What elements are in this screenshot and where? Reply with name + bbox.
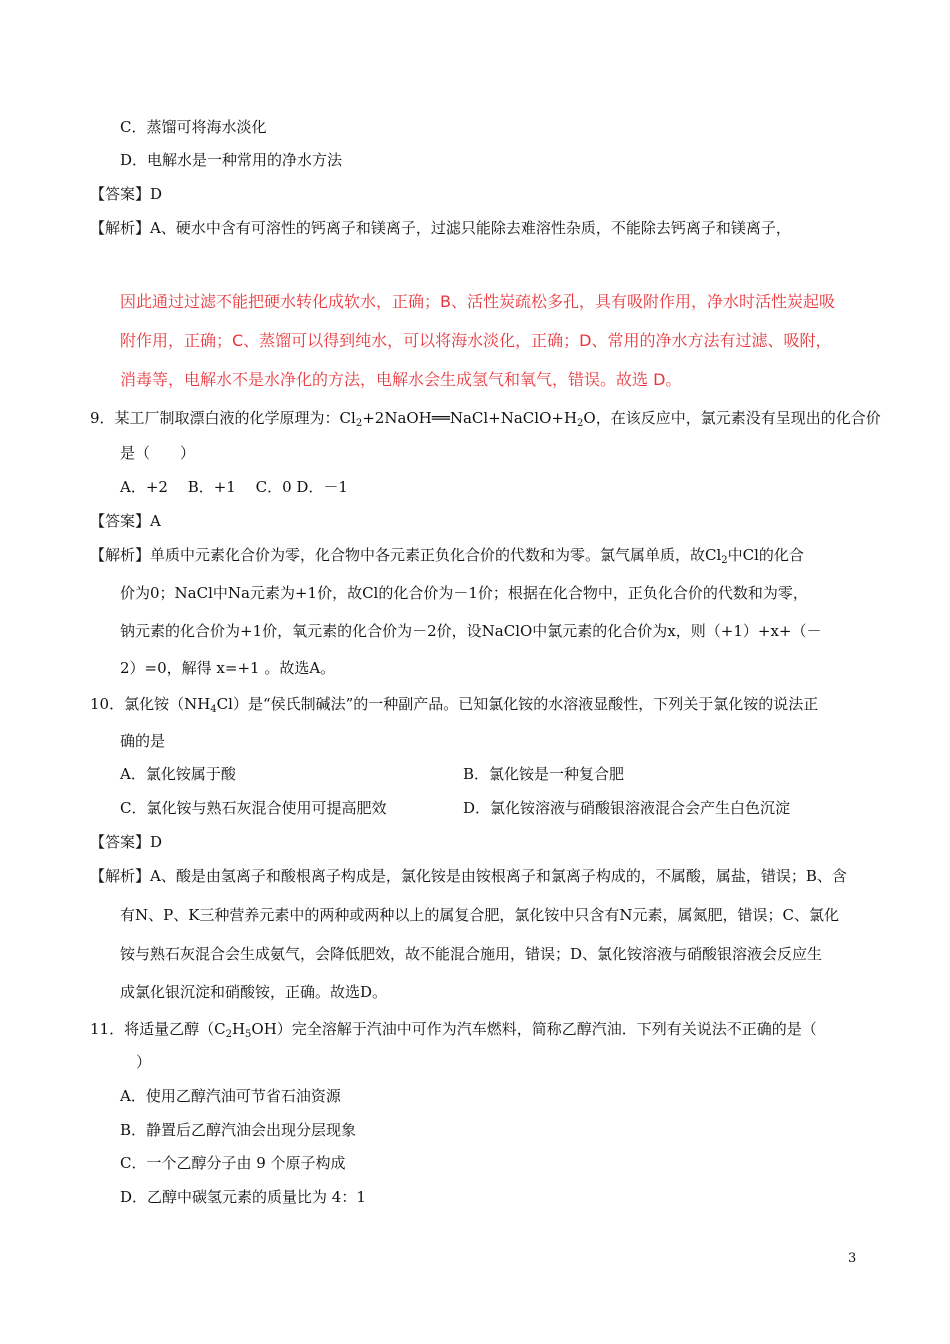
q10-analysis-line-3: 铵与熟石灰混合会生成氨气，会降低肥效，故不能混合施用，错误；D、氯化铵溶液与硝酸银溶液会反应生 (120, 945, 823, 963)
q8-answer: 【答案】D (90, 185, 163, 203)
q8-analysis-red-line-2: 附作用，正确；C、蒸馏可以得到纯水，可以将海水淡化，正确；D、常用的净水方法有过滤、吸附， (120, 331, 832, 350)
q9-analysis-line-4: 2）=0，解得 x=+1 。故选A。 (120, 659, 336, 677)
q10-analysis-line-2: 有N、P、K三种营养元素中的两种或两种以上的属复合肥，氯化铵中只含有N元素，属氮肥，错误；C、氯化 (120, 906, 840, 924)
q9-answer: 【答案】A (90, 512, 161, 530)
q11-stem-line-2: ） (136, 1053, 152, 1071)
q10-option-d: D．氯化铵溶液与硝酸银溶液混合会产生白色沉淀 (463, 799, 791, 817)
q10-option-c: C．氯化铵与熟石灰混合使用可提高肥效 (120, 799, 387, 817)
q10-analysis-line-4: 成氯化银沉淀和硝酸铵，正确。故选D。 (120, 983, 388, 1001)
q8-option-d: D．电解水是一种常用的净水方法 (120, 151, 343, 169)
q9-stem-line-2: 是（ ） (120, 444, 196, 462)
q9-stem-line-1: 9．某工厂制取漂白液的化学原理为：$Cl_2+2NaOH══NaCl+NaClO+H_2O$，在该反应中，氯元素没有呈现出的化合价 (90, 409, 881, 429)
q10-option-a: A．氯化铵属于酸 (120, 765, 236, 783)
q10-stem-line-2: 确的是 (120, 732, 166, 750)
q10-option-b: B．氯化铵是一种复合肥 (463, 765, 625, 783)
q8-analysis-line-1: 【解析】A、硬水中含有可溶性的钙离子和镁离子，过滤只能除去难溶性杂质，不能除去钙离子和镁离子， (90, 219, 791, 237)
q11-stem-line-1: 11．将适量乙醇$(C_2H_5OH)$完全溶解于汽油中可作为汽车燃料，简称乙醇汽油．下列有关说法不正确的是（ (90, 1020, 817, 1040)
q10-stem-line-1: 10．氯化铵$(NH_4Cl)$是“侯氏制碱法”的一种副产品。已知氯化铵的水溶液显酸性，下列关于氯化铵的说法正 (90, 695, 819, 715)
q9-analysis-line-1: 【解析】单质中元素化合价为零，化合物中各元素正负化合价的代数和为零。氯气属单质，故$Cl_2$中Cl的化合 (90, 546, 804, 566)
q10-analysis-line-1: 【解析】A、酸是由氢离子和酸根离子构成是，氯化铵是由铵根离子和氯离子构成的，不属酸，属盐，错误；B、含 (90, 867, 847, 885)
q11-option-d: D．乙醇中碳氢元素的质量比为 4：1 (120, 1188, 366, 1206)
q11-option-b: B．静置后乙醇汽油会出现分层现象 (120, 1121, 357, 1139)
page-number: 3 (848, 1251, 857, 1266)
q11-option-a: A．使用乙醇汽油可节省石油资源 (120, 1087, 341, 1105)
q8-option-c: C．蒸馏可将海水淡化 (120, 118, 267, 136)
q9-analysis-line-3: 钠元素的化合价为+1价，氧元素的化合价为－2价，设NaClO中氯元素的化合价为x，则（+1）+x+（－ (120, 622, 822, 640)
q9-options: A．+2 B．+1 C．0 D．－1 (120, 478, 348, 496)
q11-option-c: C．一个乙醇分子由 9 个原子构成 (120, 1154, 346, 1172)
q10-answer: 【答案】D (90, 833, 163, 851)
q8-analysis-red-line-3: 消毒等，电解水不是水净化的方法，电解水会生成氢气和氧气，错误。故选 D。 (120, 370, 682, 389)
q8-analysis-red-line-1: 因此通过过滤不能把硬水转化成软水，正确；B、活性炭疏松多孔，具有吸附作用，净水时活性炭起吸 (120, 292, 835, 311)
q9-analysis-line-2: 价为0；NaCl中Na元素为+1价，故Cl的化合价为－1价；根据在化合物中，正负化合价的代数和为零， (120, 584, 808, 602)
